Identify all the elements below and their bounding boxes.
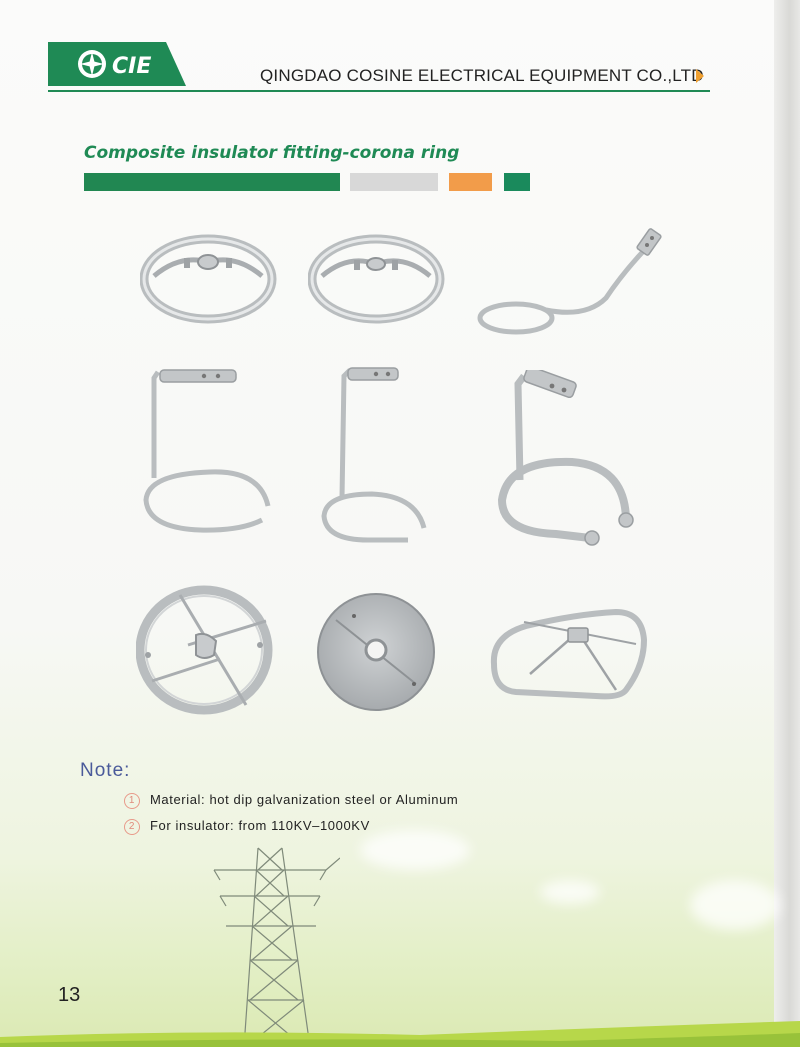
open-ring-with-vertical-arm-icon xyxy=(320,364,435,546)
grading-disc-icon xyxy=(314,590,438,714)
title-bar-green xyxy=(84,173,340,191)
product-7 xyxy=(136,585,274,715)
title-bar-orange xyxy=(449,173,492,191)
logo-text: CIE xyxy=(112,54,152,79)
note-text: Material: hot dip galvanization steel or Aluminum xyxy=(150,792,459,807)
hook-ring-arm-icon xyxy=(476,228,666,338)
cloud-decoration xyxy=(360,830,470,870)
product-6 xyxy=(494,370,642,550)
title-bar-gray xyxy=(350,173,438,191)
note-text: For insulator: from 110KV–1000KV xyxy=(150,818,370,833)
product-9 xyxy=(486,606,650,702)
note-title: Note: xyxy=(80,760,131,781)
product-3 xyxy=(476,228,666,338)
header-divider xyxy=(48,90,710,92)
page-number: 13 xyxy=(58,984,81,1006)
cloud-decoration xyxy=(540,880,600,904)
page-header xyxy=(48,42,710,94)
book-spine xyxy=(774,0,800,1047)
product-8 xyxy=(314,590,438,714)
company-logo xyxy=(48,42,186,86)
note-number: 2 xyxy=(124,819,140,835)
round-ring-with-crossbar-icon xyxy=(136,585,274,715)
cloud-decoration xyxy=(690,880,780,930)
oval-ring-with-bracket-icon xyxy=(140,232,280,327)
triangular-ring-with-bracket-icon xyxy=(486,606,650,702)
open-ring-with-vertical-arm-icon xyxy=(140,368,275,538)
note-item-material xyxy=(124,792,458,809)
product-4 xyxy=(140,368,275,538)
open-ring-with-ball-ends-icon xyxy=(494,370,642,550)
grass-decoration xyxy=(0,1007,800,1047)
company-name: QINGDAO COSINE ELECTRICAL EQUIPMENT CO.,LTD xyxy=(260,66,704,85)
note-number: 1 xyxy=(124,793,140,809)
product-5 xyxy=(320,364,435,546)
arrow-right-icon xyxy=(696,69,704,83)
section-title: Composite insulator fitting-corona ring xyxy=(84,143,460,163)
title-bar-teal xyxy=(504,173,530,191)
product-1 xyxy=(140,232,280,327)
product-2 xyxy=(308,232,448,327)
note-item-insulator xyxy=(124,818,370,835)
oval-ring-with-bracket-icon xyxy=(308,232,448,327)
